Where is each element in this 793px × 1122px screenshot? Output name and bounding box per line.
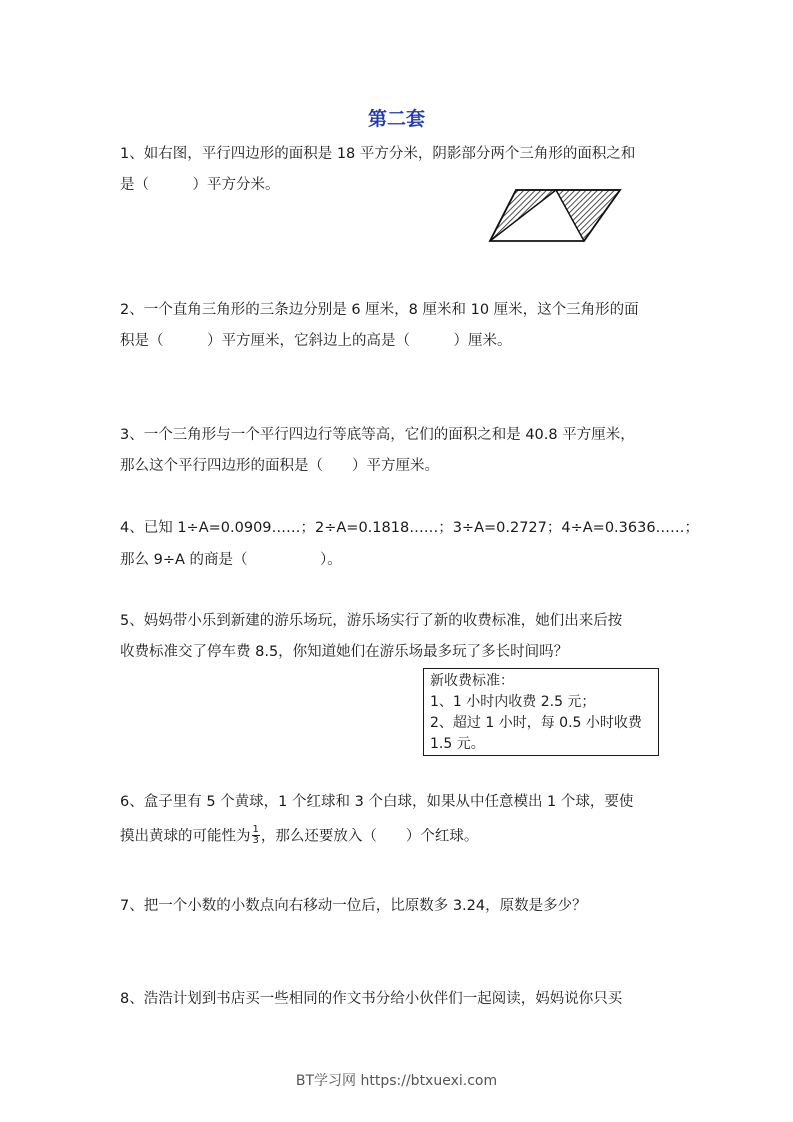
question-2-line-2: 积是（ ）平方厘米，它斜边上的高是（ ）厘米。 [120, 333, 512, 349]
question-3-line-1: 3、一个三角形与一个平行四边行等底等高，它们的面积之和是 40.8 平方厘米， [120, 427, 635, 443]
page-title: 第二套 [367, 108, 425, 130]
fee-box-rule-1: 1、1 小时内收费 2.5 元； [430, 694, 596, 710]
shaded-triangle-right [556, 190, 620, 241]
fee-standard-box [423, 668, 659, 756]
question-6-line-1: 6、盒子里有 5 个黄球，1 个红球和 3 个白球，如果从中任意模出 1 个球，要使 [120, 794, 634, 810]
footer-watermark: BT学习网 https://btxuexi.com [295, 1073, 498, 1089]
question-7-line-1: 7、把一个小数的小数点向右移动一位后，比原数多 3.24，原数是多少？ [120, 898, 587, 914]
question-8-line-1: 8、浩浩计划到书店买一些相同的作文书分给小伙伴们一起阅读，妈妈说你只买 [120, 991, 623, 1007]
question-6-text-before: 摸出黄球的可能性为 [120, 828, 251, 845]
question-2-line-1: 2、一个直角三角形的三条边分别是 6 厘米，8 厘米和 10 厘米，这个三角形的面 [120, 302, 639, 318]
fee-box-rule-3: 1.5 元。 [430, 736, 485, 752]
question-5-line-1: 5、妈妈带小乐到新建的游乐场玩，游乐场实行了新的收费标准，她们出来后按 [120, 613, 623, 629]
fee-box-rule-2: 2、超过 1 小时，每 0.5 小时收费 [430, 715, 642, 731]
question-5-line-2: 收费标准交了停车费 8.5，你知道她们在游乐场最多玩了多长时间吗？ [120, 644, 569, 660]
question-3-line-2: 那么这个平行四边形的面积是（ ）平方厘米。 [120, 458, 439, 474]
question-6-line-2 [120, 826, 478, 847]
fee-box-heading: 新收费标准： [430, 673, 514, 689]
parallelogram-figure [486, 188, 624, 244]
fraction-denominator: 3 [252, 835, 259, 846]
question-6-text-after: ，那么还要放入（ ）个红球。 [260, 828, 479, 845]
question-4-line-1: 4、已知 1÷A=0.0909……；2÷A=0.1818……；3÷A=0.2727；4÷A=0.3636……； [120, 520, 700, 536]
question-4-line-2: 那么 9÷A 的商是（ ）。 [120, 552, 342, 568]
shaded-triangle-left [490, 190, 556, 241]
fraction-one-third [252, 825, 260, 846]
question-1-line-2: 是（ ）平方分米。 [120, 177, 280, 193]
fraction-numerator: 1 [252, 824, 259, 835]
question-1-line-1: 1、如右图，平行四边形的面积是 18 平方分米，阴影部分两个三角形的面积之和 [120, 146, 636, 162]
